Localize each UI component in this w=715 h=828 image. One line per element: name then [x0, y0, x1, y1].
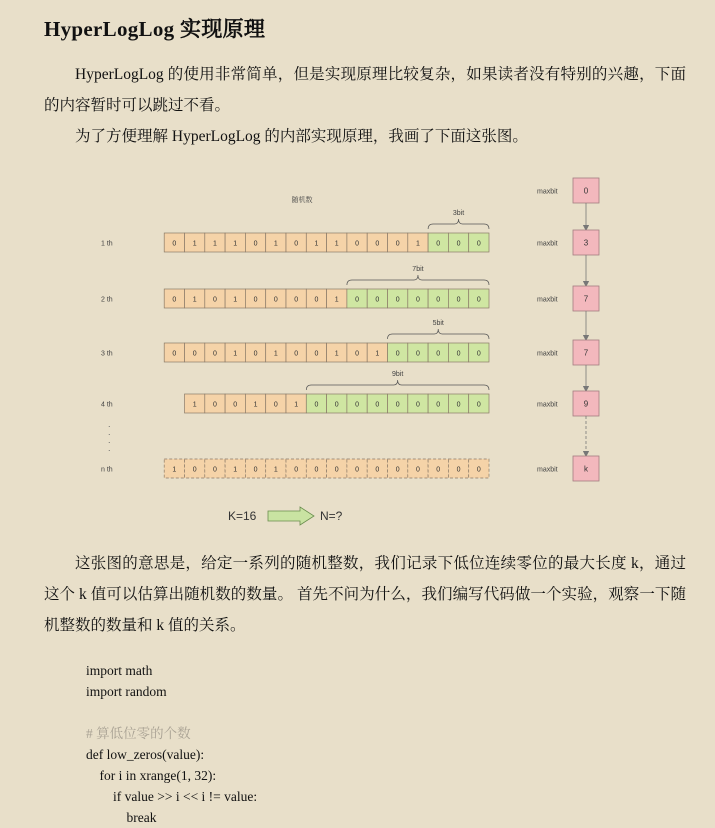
code-line: for i in xrange(1, 32): [86, 768, 217, 783]
bit-value: 0 [294, 296, 299, 304]
maxbit-box [537, 456, 599, 481]
bit-value: 1 [253, 401, 258, 409]
intro-paragraph: HyperLogLog 的使用非常简单，但是实现原理比较复杂，如果读者没有特别的兴趣，下面的内容暂时可以跳过不看。 [44, 66, 686, 114]
bit-value: 1 [273, 466, 278, 474]
bit-value: 0 [395, 296, 400, 304]
maxbit-box [537, 286, 599, 311]
code-comment: # 算低位零的个数 [86, 726, 191, 741]
diagram-header-label: 随机数 [291, 197, 313, 204]
bit-value: 0 [415, 350, 420, 358]
bit-value: 1 [233, 296, 238, 304]
hyperloglog-diagram [0, 165, 715, 535]
maxbit-label: maxbit [537, 188, 558, 196]
bit-value: 1 [334, 240, 339, 248]
maxbit-value: 3 [583, 238, 589, 248]
bit-value: 0 [192, 350, 197, 358]
brace-label: 3bit [452, 210, 465, 217]
code-line: import math [86, 663, 153, 678]
bit-value: 0 [395, 466, 400, 474]
bit-value: 0 [314, 401, 319, 409]
row-label: 3 th [101, 350, 113, 358]
bit-value: 0 [172, 350, 177, 358]
bit-value: 0 [314, 350, 319, 358]
row-label: 4 th [101, 401, 113, 409]
bit-value: 1 [233, 466, 238, 474]
maxbit-label: maxbit [537, 240, 558, 248]
bit-row [101, 320, 489, 362]
bit-value: 0 [355, 401, 360, 409]
brace [388, 329, 490, 339]
bit-row [101, 459, 489, 478]
bit-value: 0 [476, 401, 481, 409]
bit-row [101, 371, 489, 413]
maxbit-value: 0 [583, 186, 589, 196]
bit-value: 1 [415, 240, 420, 248]
row-label: 1 th [101, 240, 113, 248]
bit-value: 1 [334, 296, 339, 304]
bit-value: 0 [172, 296, 177, 304]
bit-value: 0 [212, 350, 217, 358]
code-line: import random [86, 684, 167, 699]
maxbit-label: maxbit [537, 466, 558, 474]
bit-value: 0 [476, 466, 481, 474]
ellipsis-dots: . . . . [108, 419, 111, 453]
bit-value: 1 [172, 466, 177, 474]
maxbit-label: maxbit [537, 296, 558, 304]
bit-value: 1 [192, 240, 197, 248]
bit-value: 0 [355, 350, 360, 358]
maxbit-value: 7 [583, 294, 589, 304]
brace-label: 5bit [432, 320, 444, 327]
code-line: def low_zeros(value): [86, 747, 205, 762]
maxbit-label: maxbit [537, 350, 558, 358]
brace [306, 380, 489, 390]
bit-value: 0 [253, 466, 258, 474]
bit-row [101, 210, 489, 252]
bit-value: 0 [456, 296, 461, 304]
bit-value: 0 [476, 240, 481, 248]
formula [228, 507, 343, 525]
code-block [86, 660, 257, 828]
bit-value: 0 [314, 296, 319, 304]
bit-value: 0 [476, 350, 481, 358]
maxbit-value: k [584, 464, 588, 474]
bit-value: 0 [294, 466, 299, 474]
bit-value: 0 [436, 466, 441, 474]
bit-row [101, 266, 489, 308]
row-label: n th [101, 466, 113, 474]
formula-n: N=? [320, 509, 343, 523]
bit-value: 0 [355, 296, 360, 304]
bit-value: 0 [192, 466, 197, 474]
page-title: HyperLogLog 实现原理 [44, 17, 266, 41]
maxbit-box [537, 178, 599, 203]
bit-value: 0 [375, 401, 380, 409]
bit-value: 0 [415, 401, 420, 409]
bit-value: 1 [192, 401, 197, 409]
code-line: if value >> i << i != value: [86, 789, 258, 804]
bit-value: 0 [212, 466, 217, 474]
maxbit-box [537, 230, 599, 255]
bit-value: 1 [192, 296, 197, 304]
explanation-paragraph: 这张图的意思是，给定一系列的随机整数，我们记录下低位连续零位的最大长度 k，通过这个 k 值可以估算出随机数的数量。 首先不问为什么，我们编写代码做一个实验，观察一下随机整数的数量和 k 值的关系。 [44, 555, 686, 634]
bit-value: 0 [233, 401, 238, 409]
bit-value: 0 [314, 466, 319, 474]
bit-value: 0 [436, 350, 441, 358]
bit-value: 1 [233, 240, 238, 248]
bit-value: 0 [436, 240, 441, 248]
bit-value: 0 [253, 240, 258, 248]
maxbit-box [537, 340, 599, 365]
row-label: 2 th [101, 296, 113, 304]
formula-k: K=16 [228, 509, 257, 523]
bit-value: 0 [334, 401, 339, 409]
bit-value: 0 [436, 401, 441, 409]
code-line: break [86, 810, 157, 825]
bit-value: 1 [212, 240, 217, 248]
maxbit-label: maxbit [537, 401, 558, 409]
bit-value: 0 [415, 296, 420, 304]
bit-value: 1 [334, 350, 339, 358]
diagram-intro-paragraph: 为了方便理解 HyperLogLog 的内部实现原理，我画了下面这张图。 [75, 128, 528, 145]
maxbit-value: 9 [583, 399, 589, 409]
code-line [86, 702, 257, 723]
bit-value: 1 [233, 350, 238, 358]
brace [428, 219, 489, 229]
bit-value: 0 [294, 240, 299, 248]
maxbit-value: 7 [583, 348, 589, 358]
bit-value: 0 [395, 401, 400, 409]
bit-value: 0 [395, 350, 400, 358]
brace-label: 9bit [392, 371, 404, 378]
bit-value: 0 [273, 401, 278, 409]
bit-value: 0 [436, 296, 441, 304]
brace-label: 7bit [412, 266, 424, 273]
bit-value: 0 [212, 401, 217, 409]
bit-value: 0 [375, 466, 380, 474]
bit-value: 1 [273, 240, 278, 248]
bit-value: 0 [476, 296, 481, 304]
right-arrow-icon [268, 507, 314, 525]
bit-value: 0 [355, 240, 360, 248]
bit-value: 0 [172, 240, 177, 248]
bit-value: 1 [375, 350, 380, 358]
bit-value: 0 [415, 466, 420, 474]
bit-value: 0 [456, 350, 461, 358]
bit-value: 0 [334, 466, 339, 474]
bit-value: 0 [294, 350, 299, 358]
bit-value: 0 [355, 466, 360, 474]
bit-value: 0 [253, 296, 258, 304]
bit-value: 1 [314, 240, 319, 248]
bit-value: 0 [375, 296, 380, 304]
bit-value: 0 [375, 240, 380, 248]
bit-value: 0 [456, 240, 461, 248]
bit-value: 0 [395, 240, 400, 248]
maxbit-box [537, 391, 599, 416]
bit-value: 0 [212, 296, 217, 304]
bit-value: 0 [273, 296, 278, 304]
bit-value: 1 [294, 401, 299, 409]
brace [347, 275, 489, 285]
bit-value: 0 [456, 466, 461, 474]
bit-value: 0 [456, 401, 461, 409]
bit-value: 1 [273, 350, 278, 358]
bit-value: 0 [253, 350, 258, 358]
